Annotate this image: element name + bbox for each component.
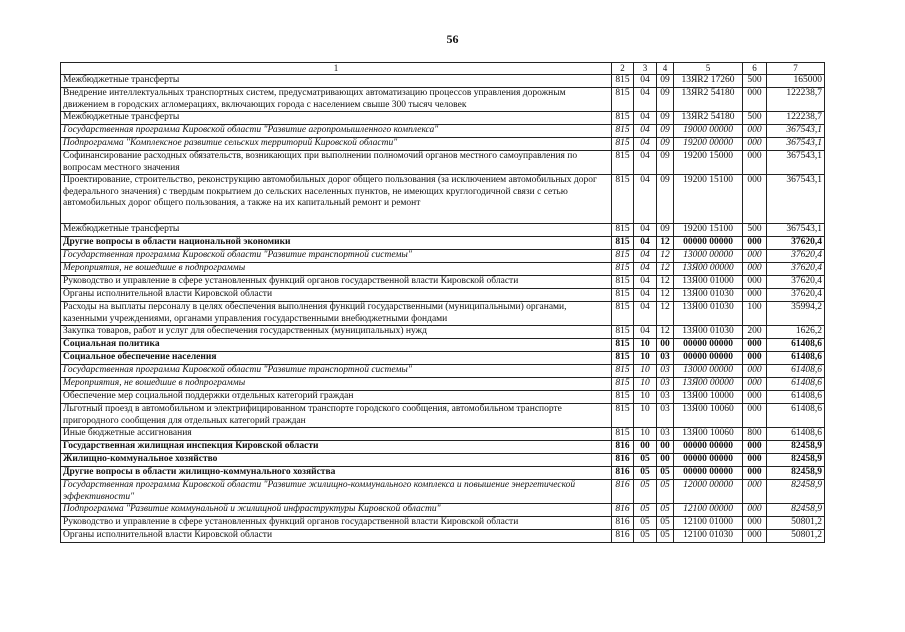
- row-subsection-cell: 12: [657, 289, 674, 302]
- row-name-cell: Проектирование, строительство, реконструкцию автомобильных дорог общего пользования (за исключением автомобильных дорог федерального значения) с твердым покрытием до сельских населенных пунктов, не имеющих круглогодичной связи с сетью автомобильных дорог общего пользования, а также на их капитальный ремонт и ремонт: [61, 175, 612, 224]
- row-type-cell: 000: [743, 138, 767, 151]
- row-subsection-cell: 03: [657, 365, 674, 378]
- row-code-cell: 815: [612, 224, 634, 237]
- table-row: [61, 276, 825, 289]
- row-subsection-cell: 09: [657, 138, 674, 151]
- row-name-cell: Межбюджетные трансферты: [61, 112, 612, 125]
- row-sum-cell: 50801,2: [767, 530, 825, 543]
- row-sum-cell: 37620,4: [767, 250, 825, 263]
- row-sum-cell: 122238,7: [767, 88, 825, 112]
- row-type-cell: 000: [743, 151, 767, 175]
- row-subsection-cell: 00: [657, 339, 674, 352]
- table-row: [61, 391, 825, 404]
- header-cell: 4: [657, 63, 674, 75]
- row-target-cell: 19200 00000: [674, 138, 743, 151]
- row-section-cell: 10: [634, 404, 657, 428]
- row-section-cell: 04: [634, 302, 657, 326]
- row-type-cell: 000: [743, 263, 767, 276]
- row-section-cell: 05: [634, 480, 657, 504]
- table-row: [61, 480, 825, 504]
- table-row: [61, 504, 825, 517]
- row-subsection-cell: 09: [657, 88, 674, 112]
- row-sum-cell: 367543,1: [767, 138, 825, 151]
- row-subsection-cell: 12: [657, 237, 674, 250]
- row-code-cell: 815: [612, 75, 634, 88]
- row-subsection-cell: 12: [657, 302, 674, 326]
- table-row: [61, 302, 825, 326]
- row-target-cell: 12100 01000: [674, 517, 743, 530]
- row-subsection-cell: 03: [657, 404, 674, 428]
- row-section-cell: 04: [634, 250, 657, 263]
- row-section-cell: 10: [634, 391, 657, 404]
- row-section-cell: 04: [634, 112, 657, 125]
- row-sum-cell: 61408,6: [767, 365, 825, 378]
- row-code-cell: 815: [612, 175, 634, 224]
- row-name-cell: Расходы на выплаты персоналу в целях обеспечения выполнения функций государственными (муниципальными) органами, казенными учреждениями, органами управления государственными внебюджетными фондами: [61, 302, 612, 326]
- row-type-cell: 000: [743, 175, 767, 224]
- table-row: [61, 339, 825, 352]
- row-code-cell: 815: [612, 263, 634, 276]
- row-sum-cell: 61408,6: [767, 428, 825, 441]
- row-code-cell: 815: [612, 365, 634, 378]
- row-subsection-cell: 00: [657, 441, 674, 454]
- row-section-cell: 05: [634, 504, 657, 517]
- row-sum-cell: 82458,9: [767, 454, 825, 467]
- row-code-cell: 816: [612, 530, 634, 543]
- table-row: [61, 175, 825, 224]
- row-target-cell: 13ЯR2 54180: [674, 88, 743, 112]
- row-sum-cell: 82458,9: [767, 480, 825, 504]
- row-code-cell: 815: [612, 352, 634, 365]
- table-row: [61, 365, 825, 378]
- row-name-cell: Внедрение интеллектуальных транспортных систем, предусматривающих автоматизацию процессов управления дорожным движением в городских агломерациях, включающих города с населением свыше 300 тысяч человек: [61, 88, 612, 112]
- row-name-cell: Подпрограмма "Развитие коммунальной и жилищной инфраструктуры Кировской области": [61, 504, 612, 517]
- row-subsection-cell: 05: [657, 504, 674, 517]
- row-name-cell: Государственная программа Кировской области "Развитие жилищно-коммунального комплекса и повышение энергетической эффективности": [61, 480, 612, 504]
- table-row: [61, 151, 825, 175]
- row-sum-cell: 367543,1: [767, 175, 825, 224]
- row-code-cell: 815: [612, 125, 634, 138]
- row-type-cell: 500: [743, 75, 767, 88]
- row-subsection-cell: 09: [657, 112, 674, 125]
- row-subsection-cell: 03: [657, 391, 674, 404]
- row-sum-cell: 82458,9: [767, 467, 825, 480]
- row-name-cell: Жилищно-коммунальное хозяйство: [61, 454, 612, 467]
- row-type-cell: 000: [743, 517, 767, 530]
- table-row: [61, 517, 825, 530]
- table-row: [61, 530, 825, 543]
- row-name-cell: Межбюджетные трансферты: [61, 224, 612, 237]
- row-type-cell: 000: [743, 504, 767, 517]
- row-section-cell: 05: [634, 530, 657, 543]
- table-row: [61, 224, 825, 237]
- row-code-cell: 815: [612, 378, 634, 391]
- row-section-cell: 04: [634, 75, 657, 88]
- row-name-cell: Государственная программа Кировской области "Развитие транспортной системы": [61, 250, 612, 263]
- row-target-cell: 13000 00000: [674, 250, 743, 263]
- row-target-cell: 19200 15000: [674, 151, 743, 175]
- row-type-cell: 000: [743, 467, 767, 480]
- table-row: [61, 112, 825, 125]
- row-code-cell: 816: [612, 467, 634, 480]
- row-sum-cell: 165000: [767, 75, 825, 88]
- row-type-cell: 000: [743, 352, 767, 365]
- row-sum-cell: 122238,7: [767, 112, 825, 125]
- row-type-cell: 000: [743, 530, 767, 543]
- row-subsection-cell: 12: [657, 276, 674, 289]
- row-subsection-cell: 09: [657, 75, 674, 88]
- row-code-cell: 815: [612, 326, 634, 339]
- row-name-cell: Закупка товаров, работ и услуг для обеспечения государственных (муниципальных) нужд: [61, 326, 612, 339]
- row-name-cell: Органы исполнительной власти Кировской области: [61, 289, 612, 302]
- row-sum-cell: 1626,2: [767, 326, 825, 339]
- row-target-cell: 00000 00000: [674, 339, 743, 352]
- row-section-cell: 04: [634, 175, 657, 224]
- header-cell: 3: [634, 63, 657, 75]
- row-name-cell: Органы исполнительной власти Кировской области: [61, 530, 612, 543]
- row-target-cell: 00000 00000: [674, 454, 743, 467]
- row-section-cell: 04: [634, 263, 657, 276]
- row-subsection-cell: 12: [657, 250, 674, 263]
- row-code-cell: 815: [612, 250, 634, 263]
- row-sum-cell: 367543,1: [767, 125, 825, 138]
- row-type-cell: 000: [743, 88, 767, 112]
- row-sum-cell: 61408,6: [767, 404, 825, 428]
- table-row: [61, 237, 825, 250]
- row-section-cell: 05: [634, 467, 657, 480]
- row-target-cell: 12100 00000: [674, 504, 743, 517]
- row-section-cell: 04: [634, 138, 657, 151]
- row-name-cell: Социальное обеспечение населения: [61, 352, 612, 365]
- table-row: [61, 75, 825, 88]
- row-type-cell: 000: [743, 276, 767, 289]
- header-cell: 6: [743, 63, 767, 75]
- row-target-cell: 12100 01030: [674, 530, 743, 543]
- row-sum-cell: 37620,4: [767, 237, 825, 250]
- row-target-cell: 13Я00 01030: [674, 326, 743, 339]
- row-type-cell: 000: [743, 391, 767, 404]
- row-name-cell: Государственная программа Кировской области "Развитие агропромышленного комплекса": [61, 125, 612, 138]
- row-type-cell: 000: [743, 365, 767, 378]
- row-type-cell: 000: [743, 289, 767, 302]
- row-sum-cell: 61408,6: [767, 378, 825, 391]
- row-target-cell: 00000 00000: [674, 467, 743, 480]
- row-section-cell: 00: [634, 441, 657, 454]
- row-code-cell: 816: [612, 441, 634, 454]
- row-target-cell: 13Я00 01030: [674, 289, 743, 302]
- row-type-cell: 000: [743, 339, 767, 352]
- row-sum-cell: 61408,6: [767, 391, 825, 404]
- table-row: [61, 125, 825, 138]
- row-section-cell: 05: [634, 517, 657, 530]
- row-code-cell: 815: [612, 88, 634, 112]
- row-subsection-cell: 05: [657, 467, 674, 480]
- row-subsection-cell: 05: [657, 517, 674, 530]
- row-code-cell: 815: [612, 237, 634, 250]
- budget-table: [60, 62, 825, 543]
- row-code-cell: 816: [612, 454, 634, 467]
- table-row: [61, 454, 825, 467]
- row-target-cell: 13ЯR2 17260: [674, 75, 743, 88]
- row-sum-cell: 37620,4: [767, 289, 825, 302]
- row-name-cell: Софинансирование расходных обязательств, возникающих при выполнении полномочий органов местного самоуправления по вопросам местного значения: [61, 151, 612, 175]
- row-name-cell: Государственная жилищная инспекция Кировской области: [61, 441, 612, 454]
- row-type-cell: 500: [743, 224, 767, 237]
- row-code-cell: 816: [612, 480, 634, 504]
- row-section-cell: 05: [634, 454, 657, 467]
- row-name-cell: Мероприятия, не вошедшие в подпрограммы: [61, 378, 612, 391]
- row-code-cell: 815: [612, 276, 634, 289]
- row-section-cell: 10: [634, 339, 657, 352]
- row-target-cell: 00000 00000: [674, 352, 743, 365]
- table-row: [61, 250, 825, 263]
- header-cell: 2: [612, 63, 634, 75]
- row-subsection-cell: 12: [657, 263, 674, 276]
- row-name-cell: Мероприятия, не вошедшие в подпрограммы: [61, 263, 612, 276]
- row-target-cell: 13Я00 10060: [674, 404, 743, 428]
- row-subsection-cell: 00: [657, 454, 674, 467]
- row-subsection-cell: 05: [657, 530, 674, 543]
- row-name-cell: Другие вопросы в области национальной экономики: [61, 237, 612, 250]
- row-sum-cell: 61408,6: [767, 352, 825, 365]
- header-cell: 1: [61, 63, 612, 75]
- row-sum-cell: 367543,1: [767, 224, 825, 237]
- row-name-cell: Льготный проезд в автомобильном и электрифицированном транспорте городского сообщения, автомобильном транспорте пригородного сообщения для отдельных категорий граждан: [61, 404, 612, 428]
- table-row: [61, 138, 825, 151]
- row-section-cell: 04: [634, 88, 657, 112]
- row-type-cell: 000: [743, 237, 767, 250]
- row-target-cell: 12000 00000: [674, 480, 743, 504]
- table-row: [61, 404, 825, 428]
- row-sum-cell: 82458,9: [767, 441, 825, 454]
- row-type-cell: 000: [743, 404, 767, 428]
- row-name-cell: Другие вопросы в области жилищно-коммунального хозяйства: [61, 467, 612, 480]
- row-sum-cell: 61408,6: [767, 339, 825, 352]
- table-row: [61, 378, 825, 391]
- header-cell: 7: [767, 63, 825, 75]
- row-target-cell: 13Я00 00000: [674, 263, 743, 276]
- row-section-cell: 04: [634, 151, 657, 175]
- row-type-cell: 000: [743, 250, 767, 263]
- row-section-cell: 04: [634, 289, 657, 302]
- row-code-cell: 815: [612, 138, 634, 151]
- row-name-cell: Государственная программа Кировской области "Развитие транспортной системы": [61, 365, 612, 378]
- row-code-cell: 816: [612, 504, 634, 517]
- row-section-cell: 04: [634, 125, 657, 138]
- row-section-cell: 10: [634, 352, 657, 365]
- row-name-cell: Обеспечение мер социальной поддержки отдельных категорий граждан: [61, 391, 612, 404]
- table-header-row: [61, 63, 825, 75]
- row-code-cell: 815: [612, 302, 634, 326]
- row-subsection-cell: 03: [657, 428, 674, 441]
- table-row: [61, 88, 825, 112]
- row-section-cell: 04: [634, 276, 657, 289]
- table-row: [61, 326, 825, 339]
- row-sum-cell: 37620,4: [767, 263, 825, 276]
- row-sum-cell: 37620,4: [767, 276, 825, 289]
- table-row: [61, 289, 825, 302]
- row-target-cell: 13Я00 01000: [674, 276, 743, 289]
- row-target-cell: 13ЯR2 54180: [674, 112, 743, 125]
- page-number: 56: [446, 32, 459, 46]
- row-type-cell: 000: [743, 441, 767, 454]
- row-code-cell: 815: [612, 391, 634, 404]
- row-type-cell: 500: [743, 112, 767, 125]
- row-section-cell: 10: [634, 378, 657, 391]
- row-name-cell: Подпрограмма "Комплексное развитие сельских территорий Кировской области": [61, 138, 612, 151]
- row-type-cell: 000: [743, 454, 767, 467]
- row-section-cell: 10: [634, 365, 657, 378]
- row-target-cell: 13Я00 00000: [674, 378, 743, 391]
- row-type-cell: 000: [743, 378, 767, 391]
- row-sum-cell: 50801,2: [767, 517, 825, 530]
- row-target-cell: 00000 00000: [674, 237, 743, 250]
- row-target-cell: 13Я00 01030: [674, 302, 743, 326]
- table-row: [61, 467, 825, 480]
- row-type-cell: 800: [743, 428, 767, 441]
- row-code-cell: 815: [612, 428, 634, 441]
- row-subsection-cell: 05: [657, 480, 674, 504]
- row-name-cell: Руководство и управление в сфере установленных функций органов государственной власти Кировской области: [61, 517, 612, 530]
- row-type-cell: 000: [743, 480, 767, 504]
- row-type-cell: 200: [743, 326, 767, 339]
- row-target-cell: 13000 00000: [674, 365, 743, 378]
- row-section-cell: 04: [634, 224, 657, 237]
- row-subsection-cell: 03: [657, 378, 674, 391]
- row-subsection-cell: 09: [657, 224, 674, 237]
- row-target-cell: 19000 00000: [674, 125, 743, 138]
- table-row: [61, 441, 825, 454]
- row-subsection-cell: 03: [657, 352, 674, 365]
- row-type-cell: 000: [743, 125, 767, 138]
- row-section-cell: 04: [634, 237, 657, 250]
- table-row: [61, 352, 825, 365]
- row-target-cell: 00000 00000: [674, 441, 743, 454]
- row-code-cell: 815: [612, 404, 634, 428]
- row-section-cell: 10: [634, 428, 657, 441]
- row-target-cell: 19200 15100: [674, 224, 743, 237]
- row-subsection-cell: 09: [657, 125, 674, 138]
- row-target-cell: 13Я00 10000: [674, 391, 743, 404]
- table-row: [61, 428, 825, 441]
- row-code-cell: 815: [612, 112, 634, 125]
- budget-table-body: [61, 63, 825, 543]
- row-sum-cell: 35994,2: [767, 302, 825, 326]
- row-sum-cell: 367543,1: [767, 151, 825, 175]
- row-code-cell: 815: [612, 339, 634, 352]
- row-name-cell: Социальная политика: [61, 339, 612, 352]
- header-cell: 5: [674, 63, 743, 75]
- row-name-cell: Межбюджетные трансферты: [61, 75, 612, 88]
- row-target-cell: 13Я00 10060: [674, 428, 743, 441]
- row-section-cell: 04: [634, 326, 657, 339]
- row-subsection-cell: 09: [657, 175, 674, 224]
- row-type-cell: 100: [743, 302, 767, 326]
- row-name-cell: Иные бюджетные ассигнования: [61, 428, 612, 441]
- row-code-cell: 815: [612, 289, 634, 302]
- row-code-cell: 815: [612, 151, 634, 175]
- row-name-cell: Руководство и управление в сфере установленных функций органов государственной власти Кировской области: [61, 276, 612, 289]
- row-sum-cell: 82458,9: [767, 504, 825, 517]
- row-subsection-cell: 12: [657, 326, 674, 339]
- table-row: [61, 263, 825, 276]
- row-subsection-cell: 09: [657, 151, 674, 175]
- row-code-cell: 816: [612, 517, 634, 530]
- row-target-cell: 19200 15100: [674, 175, 743, 224]
